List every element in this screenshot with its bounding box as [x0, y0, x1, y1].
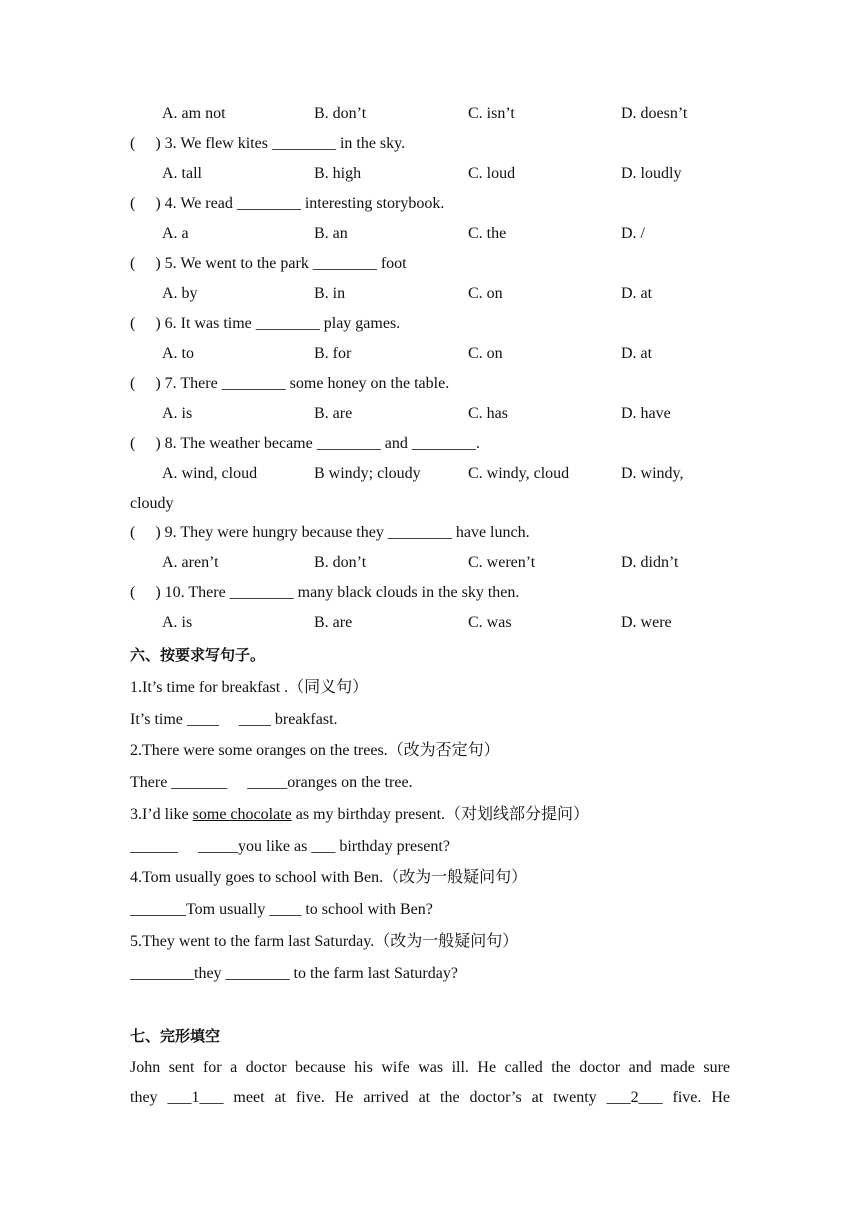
- option-b: B. don’t: [314, 554, 367, 571]
- rewrite-prompt: 2.There were some oranges on the trees.（改为否定句）: [130, 742, 500, 759]
- rewrite-answer-line: There _______ _____oranges on the tree.: [130, 774, 413, 791]
- option-b: B windy; cloudy: [314, 465, 421, 482]
- rewrite-prompt: [130, 805, 589, 825]
- underlined-phrase: some chocolate: [192, 806, 292, 823]
- option-c: C. loud: [468, 165, 516, 182]
- question-options: [162, 284, 762, 304]
- option-c: C. was: [468, 614, 512, 631]
- option-c: C. has: [468, 405, 508, 422]
- option-b: B. an: [314, 225, 348, 242]
- option-c: C. isn’t: [468, 105, 515, 122]
- option-d: D. /: [621, 225, 645, 242]
- prompt-text: as my birthday present.（对划线部分提问）: [291, 806, 590, 823]
- question-stem: ( ) 10. There ________ many black clouds in the sky then.: [130, 584, 520, 601]
- option-b: B. don’t: [314, 105, 367, 122]
- question-stem: ( ) 4. We read ________ interesting storybook.: [130, 195, 445, 212]
- option-a: A. is: [162, 614, 193, 631]
- q2-options: [162, 104, 762, 124]
- question-stem: ( ) 5. We went to the park ________ foot: [130, 255, 407, 272]
- rewrite-prompt: 4.Tom usually goes to school with Ben.（改为一般疑问句）: [130, 869, 528, 886]
- option-c: C. on: [468, 285, 503, 302]
- question-options: [162, 344, 762, 364]
- rewrite-answer-line: ______ _____you like as ___ birthday present?: [130, 838, 450, 855]
- option-a: A. a: [162, 225, 189, 242]
- rewrite-prompt: 5.They went to the farm last Saturday.（改为一般疑问句）: [130, 933, 519, 950]
- cloze-passage-line: John sent for a doctor because his wife was ill. He called the doctor and made sure: [130, 1059, 730, 1076]
- option-b: B. are: [314, 405, 353, 422]
- option-a: A. is: [162, 405, 193, 422]
- question-options: [162, 464, 762, 484]
- option-a: A. am not: [162, 105, 226, 122]
- question-options: [162, 164, 762, 184]
- cloze-passage-line: they ___1___ meet at five. He arrived at the doctor’s at twenty ___2___ five. He: [130, 1089, 730, 1106]
- option-d: D. at: [621, 285, 653, 302]
- question-options: [162, 613, 762, 633]
- rewrite-answer-line: ________they ________ to the farm last Saturday?: [130, 965, 458, 982]
- option-c: C. weren’t: [468, 554, 536, 571]
- option-a: A. aren’t: [162, 554, 219, 571]
- question-stem: ( ) 7. There ________ some honey on the table.: [130, 375, 450, 392]
- question-stem: ( ) 9. They were hungry because they ________ have lunch.: [130, 524, 530, 541]
- section-title: 六、按要求写句子。: [130, 646, 266, 664]
- question-stem: ( ) 6. It was time ________ play games.: [130, 315, 401, 332]
- option-d: D. at: [621, 345, 653, 362]
- option-d: D. were: [621, 614, 672, 631]
- question-stem: ( ) 8. The weather became ________ and ________.: [130, 435, 480, 452]
- rewrite-answer-line: It’s time ____ ____ breakfast.: [130, 711, 338, 728]
- section-title: 七、完形填空: [130, 1027, 221, 1045]
- option-d: D. loudly: [621, 165, 682, 182]
- option-a: A. by: [162, 285, 198, 302]
- option-c: C. windy, cloud: [468, 465, 570, 482]
- option-d: D. didn’t: [621, 554, 679, 571]
- option-c: C. the: [468, 225, 507, 242]
- option-b: B. high: [314, 165, 362, 182]
- option-continuation: cloudy: [130, 495, 174, 512]
- option-d: D. windy,: [621, 465, 684, 482]
- option-a: A. wind, cloud: [162, 465, 258, 482]
- rewrite-prompt: 1.It’s time for breakfast .（同义句）: [130, 679, 369, 696]
- option-c: C. on: [468, 345, 503, 362]
- question-options: [162, 224, 762, 244]
- question-options: [162, 553, 762, 573]
- question-stem: ( ) 3. We flew kites ________ in the sky.: [130, 135, 406, 152]
- option-d: D. doesn’t: [621, 105, 688, 122]
- option-b: B. for: [314, 345, 352, 362]
- question-options: [162, 404, 762, 424]
- option-a: A. tall: [162, 165, 202, 182]
- rewrite-answer-line: _______Tom usually ____ to school with Ben?: [130, 901, 433, 918]
- option-d: D. have: [621, 405, 671, 422]
- option-a: A. to: [162, 345, 194, 362]
- option-b: B. in: [314, 285, 346, 302]
- option-b: B. are: [314, 614, 353, 631]
- prompt-text: 3.I’d like: [130, 806, 193, 823]
